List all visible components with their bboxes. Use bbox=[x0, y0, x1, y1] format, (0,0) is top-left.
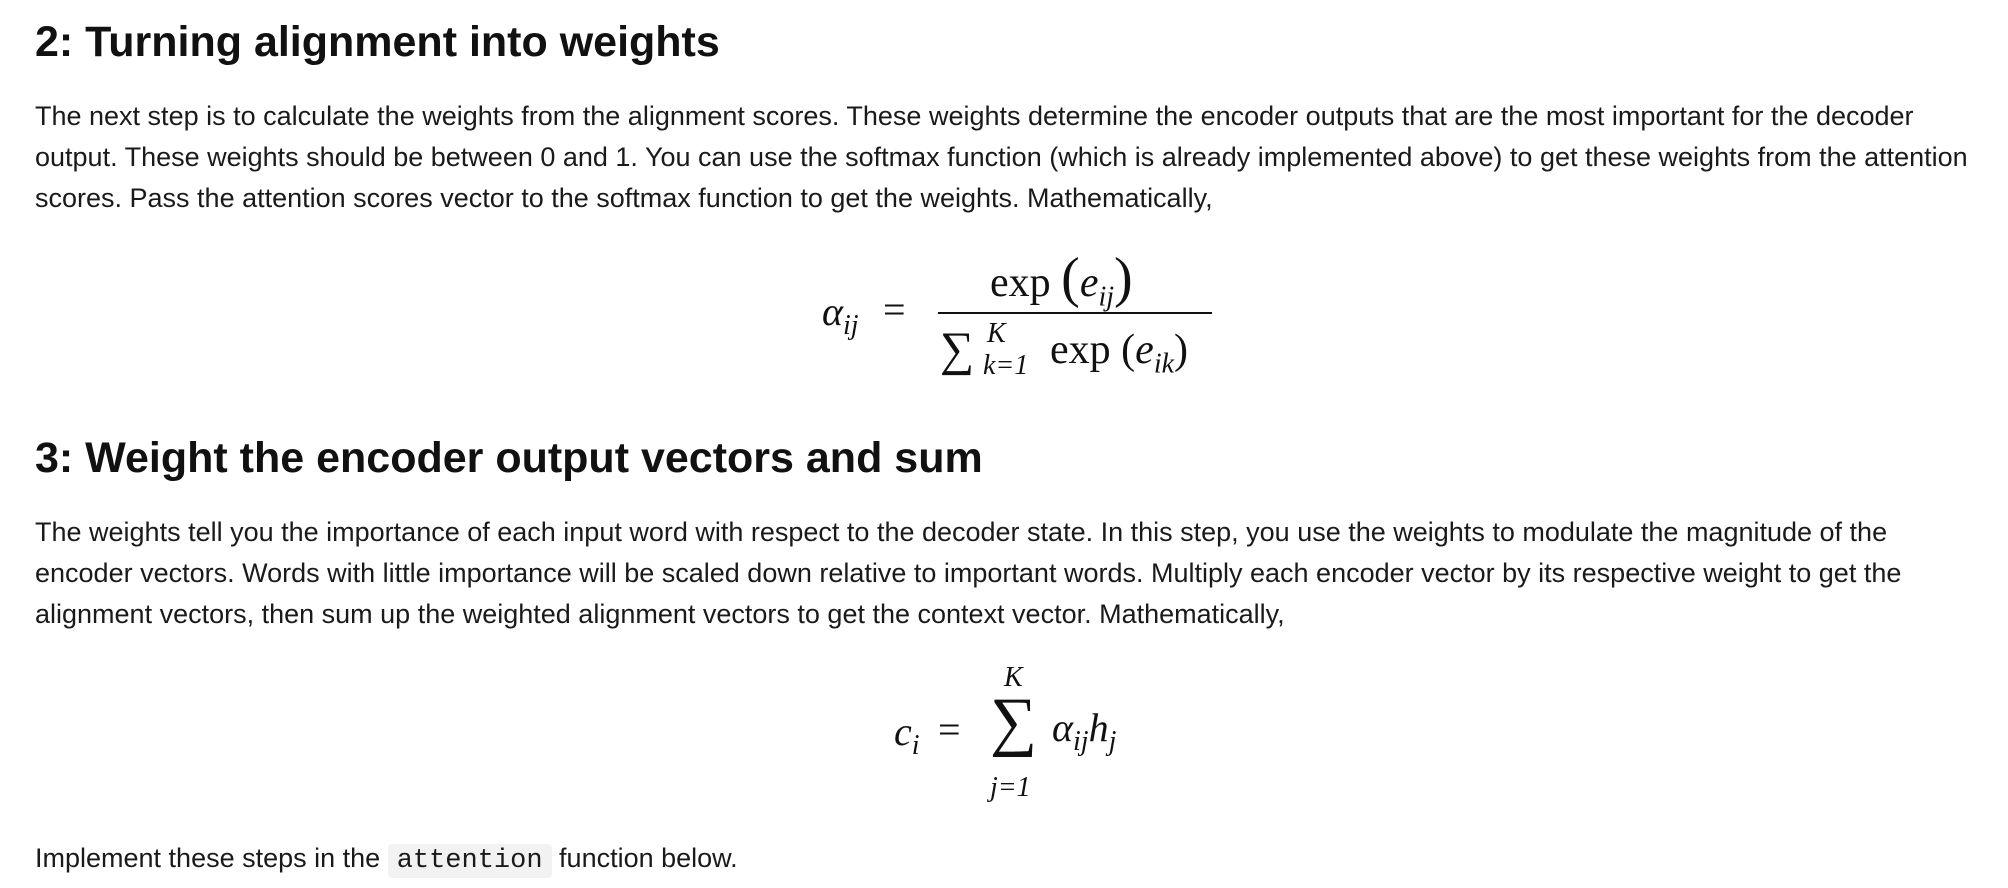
alpha-symbol: α bbox=[822, 289, 843, 334]
fraction-bar bbox=[938, 312, 1212, 314]
section-3-paragraph: The weights tell you the importance of each input word with respect to the decoder state. In this step, you use the weights to modulate the magnitude of the encoder vectors. Words with little importance will be scaled down relative to important words. Multiply each encoder vector by its respective weight to get the alignment vectors, then sum up the weighted alignment vectors to get the context vector. Mathematically, bbox=[35, 517, 1902, 629]
attention-code-span: attention bbox=[388, 844, 552, 878]
section-3-heading: 3: Weight the encoder output vectors and sum bbox=[35, 434, 983, 482]
summation-symbol-2: ∑ bbox=[990, 685, 1038, 758]
summand: $\alpha_{ij}h_j$ bbox=[1052, 705, 1117, 757]
denominator-exp: $\exp (e_{ik})$ bbox=[1050, 327, 1189, 380]
numerator: $\exp (e_{ij})$ bbox=[990, 247, 1133, 313]
sum-lower-limit-2: j=1 bbox=[990, 772, 1031, 803]
summation-symbol: ∑ bbox=[940, 323, 975, 376]
sum-lower-limit: k=1 bbox=[983, 350, 1029, 381]
c-symbol: c bbox=[894, 709, 912, 754]
section-2-heading: 2: Turning alignment into weights bbox=[35, 18, 720, 66]
sum-upper-limit-2: K bbox=[1004, 662, 1023, 693]
c-subscript: i bbox=[911, 730, 920, 761]
exp-function: exp bbox=[990, 260, 1051, 306]
alpha-subscript: ij bbox=[843, 310, 859, 341]
section-2-paragraph: The next step is to calculate the weights from the alignment scores. These weights determine the encoder outputs that are the most important for the decoder output. These weights should be between 0 and 1. You can use the softmax function (which is already implemented above) to get these weights from the attention scores. Pass the attention scores vector to the softmax function to get the weights. Mathematically, bbox=[35, 101, 1968, 213]
equals-sign: = bbox=[883, 287, 906, 332]
equals-sign-2: = bbox=[938, 707, 961, 752]
implement-note: Implement these steps in the attention function below. bbox=[35, 843, 738, 876]
sum-upper-limit: K bbox=[987, 318, 1006, 349]
